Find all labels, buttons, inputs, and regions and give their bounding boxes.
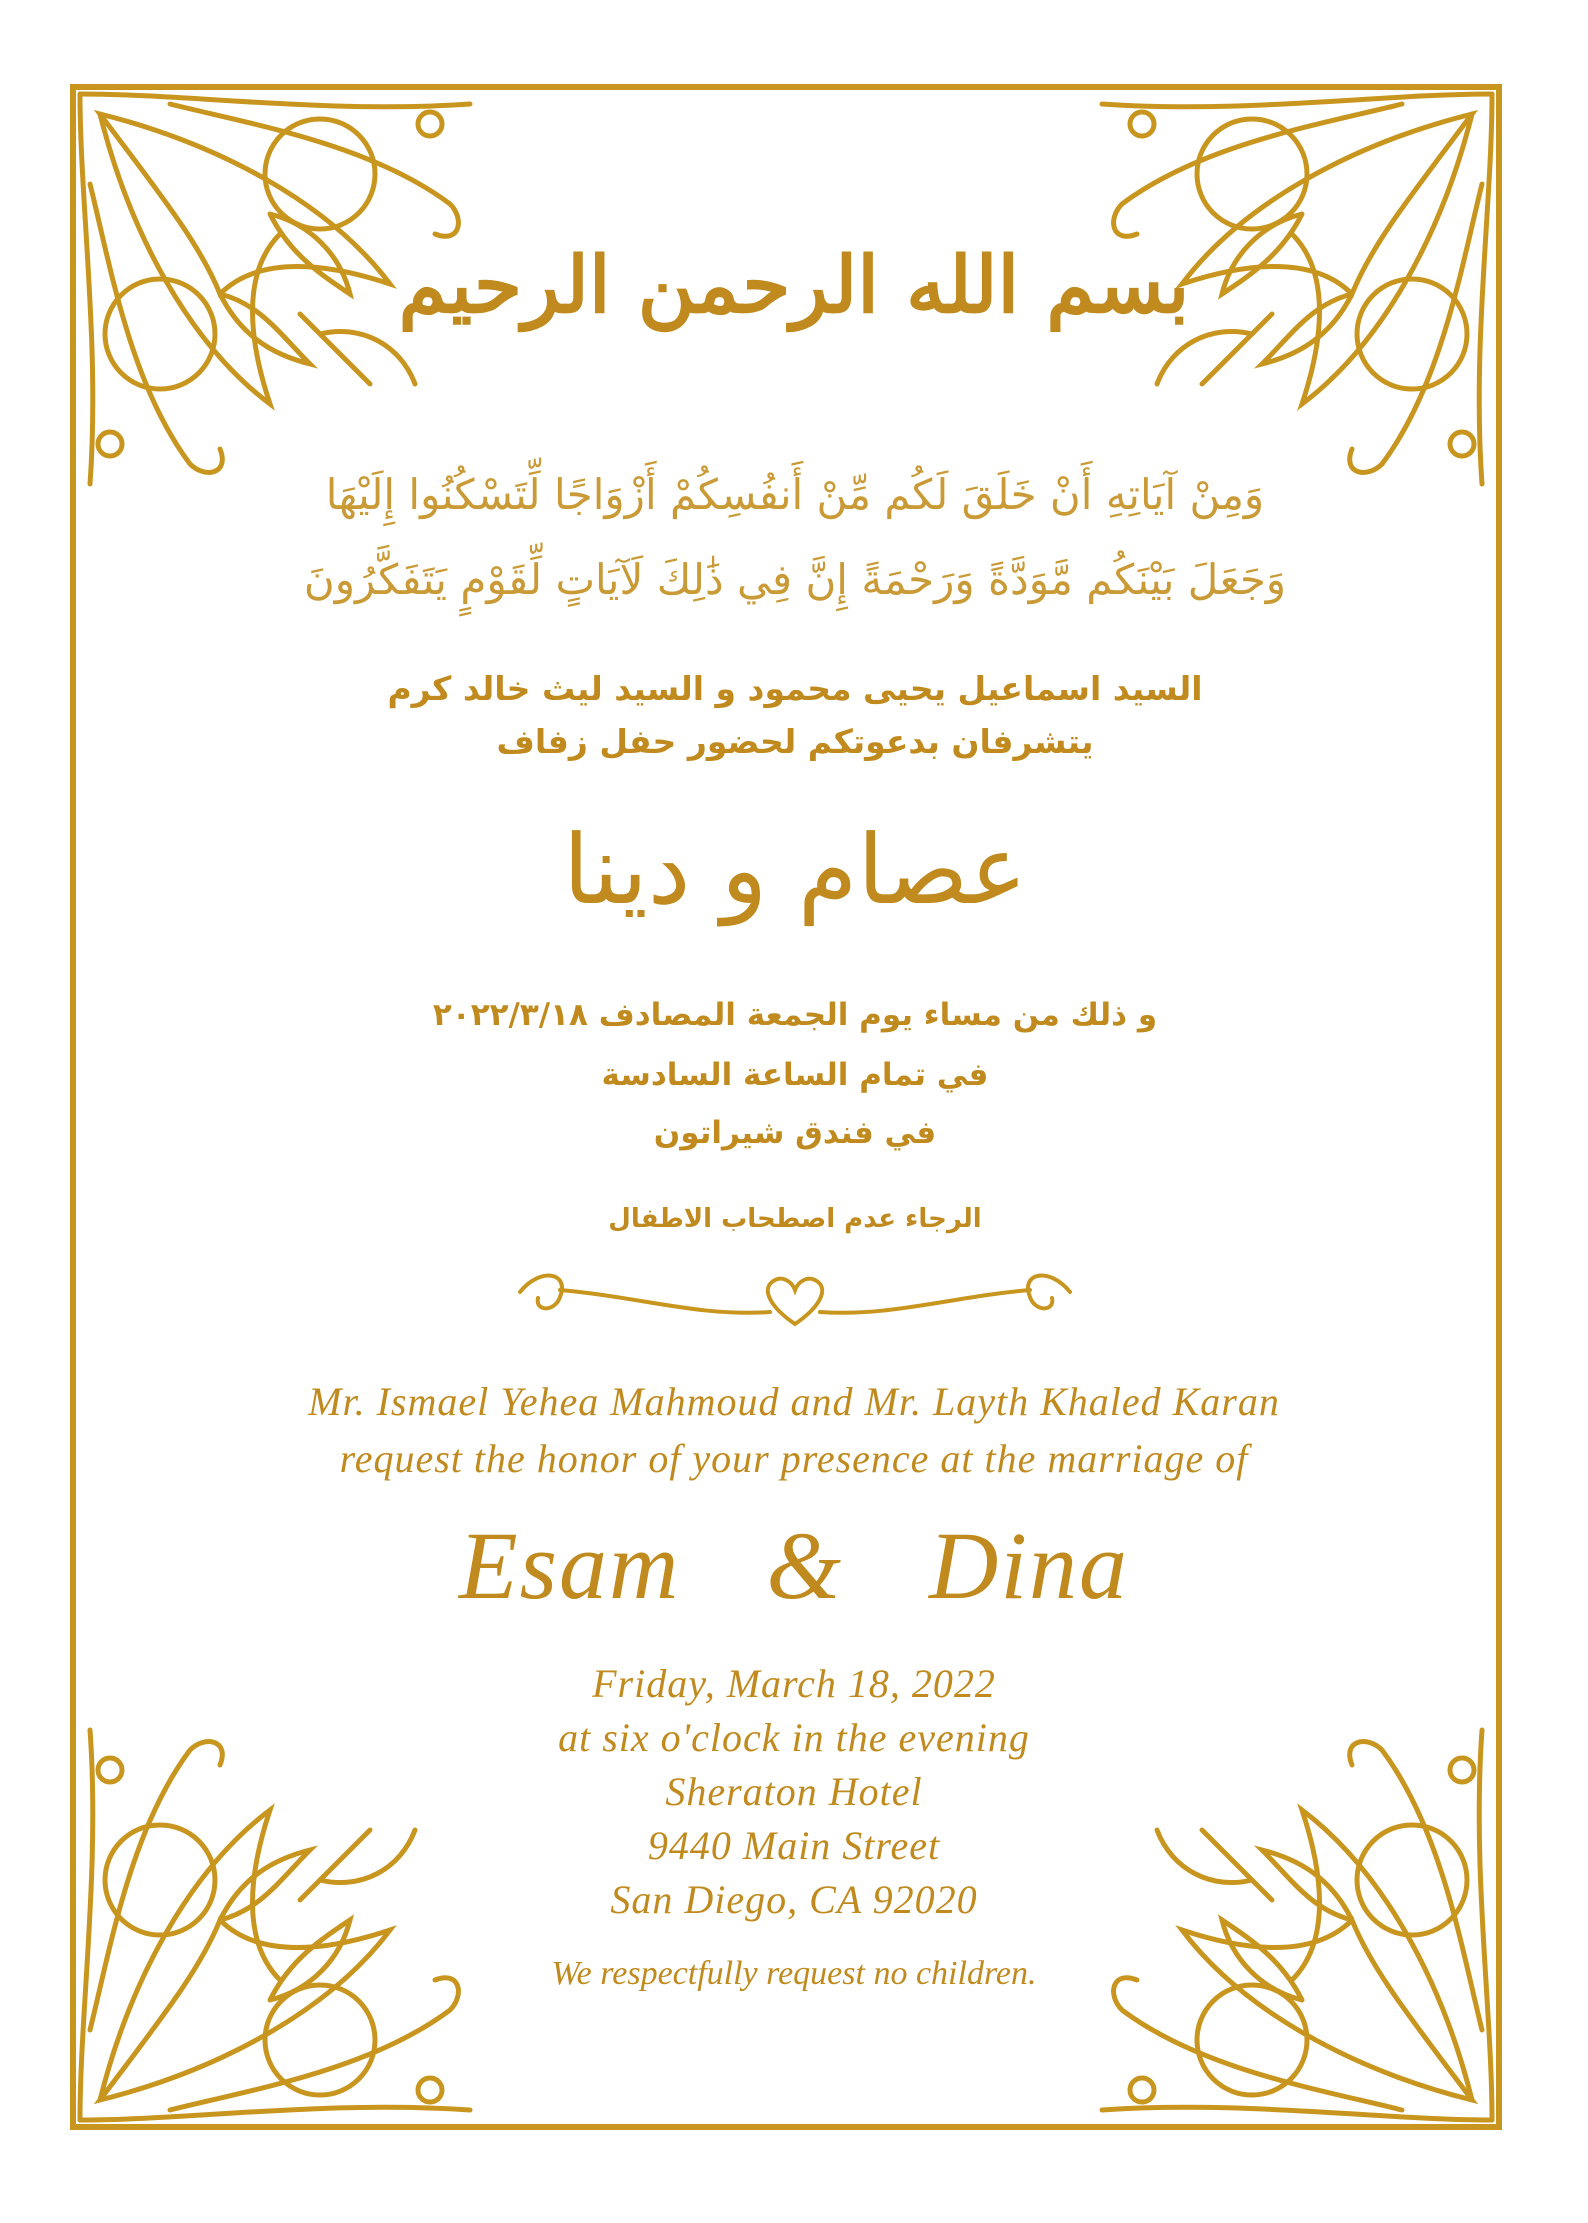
bride-name: Dina (929, 1512, 1129, 1619)
verse-line-1: وَمِنْ آيَاتِهِ أَنْ خَلَقَ لَكُم مِّنْ أَنفُسِكُمْ أَزْوَاجًا لِّتَسْكُنُوا إِلَيْهَا (325, 470, 1265, 519)
basmala-text: بسم الله الرحمن الرحيم (398, 240, 1190, 331)
english-venue: Sheraton Hotel (665, 1769, 923, 1814)
english-couple-names (220, 1510, 1368, 1621)
arabic-hosts-line-1: السيد اسماعيل يحيى محمود و السيد ليث خالد كرم (387, 669, 1203, 708)
arabic-hosts-line-2: يتشرفان بدعوتكم لحضور حفل زفاف (496, 722, 1094, 761)
english-hosts-line-2: request the honor of your presence at the marriage of (339, 1436, 1249, 1481)
english-note: We respectfully request no children. (551, 1955, 1037, 1992)
arabic-venue-line: في فندق شيراتون (653, 1115, 937, 1151)
heart-scroll-divider-icon (500, 1262, 1090, 1342)
arabic-couple-names: عصام و دينا (562, 814, 1028, 926)
basmala-calligraphy (0, 240, 1588, 331)
groom-name: Esam (459, 1512, 681, 1619)
verse-line-2: وَجَعَلَ بَيْنَكُم مَّوَدَّةً وَرَحْمَةً إِنَّ فِي ذَٰلِكَ لَآيَاتٍ لِّقَوْمٍ يَتَفَكَّرُونَ (303, 555, 1287, 604)
ampersand: & (766, 1512, 843, 1619)
english-city: San Diego, CA 92020 (610, 1877, 978, 1922)
arabic-date-line: و ذلك من مساء يوم الجمعة المصادف ٢٠٢٢/٣/١٨ (432, 997, 1158, 1033)
english-hosts-line-1: Mr. Ismael Yehea Mahmoud and Mr. Layth Khaled Karan (308, 1379, 1280, 1424)
english-time: at six o'clock in the evening (558, 1715, 1030, 1760)
english-street: 9440 Main Street (647, 1823, 941, 1868)
arabic-note-line: الرجاء عدم اصطحاب الاطفال (608, 1204, 982, 1234)
arabic-time-line: في تمام الساعة السادسة (601, 1057, 989, 1093)
english-date: Friday, March 18, 2022 (592, 1661, 996, 1706)
